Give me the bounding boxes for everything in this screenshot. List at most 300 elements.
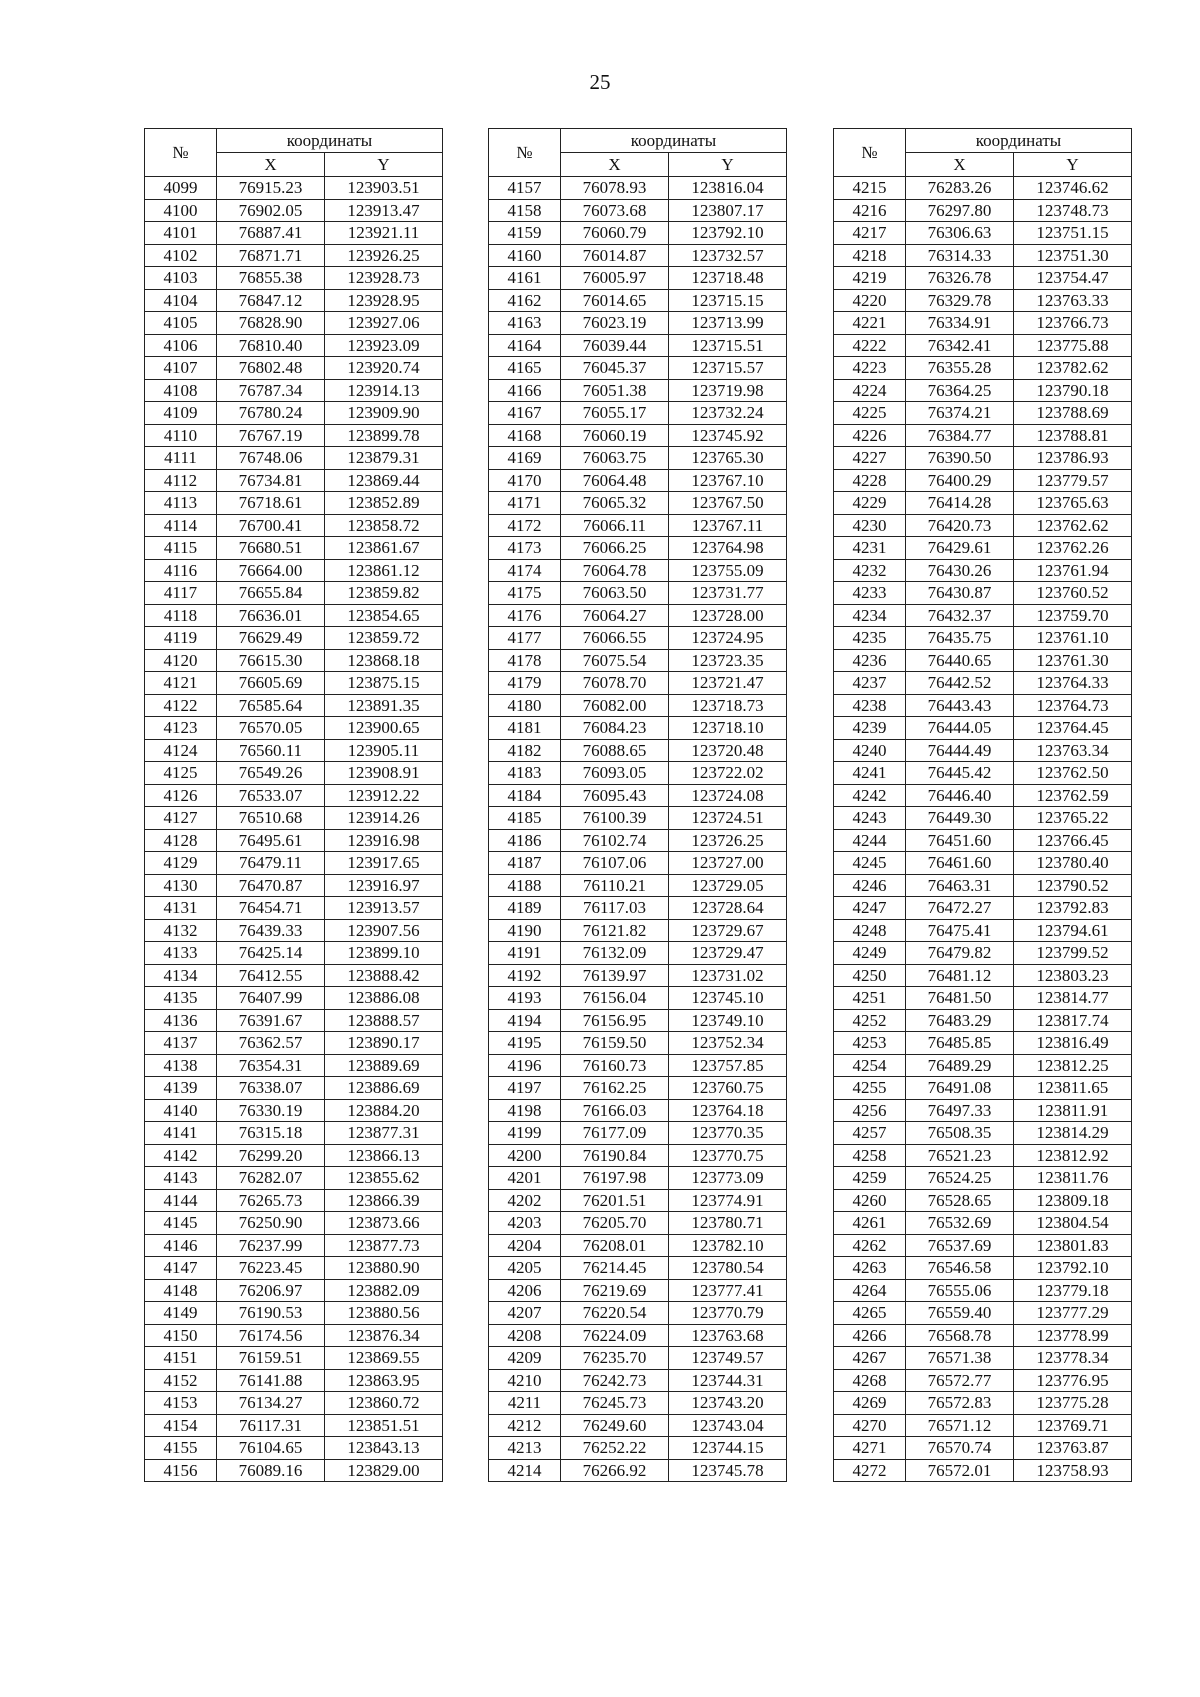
point-number: 4185: [489, 807, 561, 830]
point-number: 4109: [145, 402, 217, 425]
table-row: [489, 1392, 787, 1415]
coord-x: 76089.16: [217, 1459, 325, 1482]
coord-y: 123814.29: [1014, 1122, 1132, 1145]
coord-y: 123713.99: [669, 312, 787, 335]
point-number: 4102: [145, 244, 217, 267]
coord-x: 76174.56: [217, 1324, 325, 1347]
coord-y: 123744.31: [669, 1369, 787, 1392]
coord-y: 123715.57: [669, 357, 787, 380]
table-row: [834, 289, 1132, 312]
coord-x: 76023.19: [561, 312, 669, 335]
coord-y: 123817.74: [1014, 1009, 1132, 1032]
coord-x: 76810.40: [217, 334, 325, 357]
point-number: 4175: [489, 582, 561, 605]
coord-x: 76102.74: [561, 829, 669, 852]
table-row: [834, 1324, 1132, 1347]
table-row: [489, 604, 787, 627]
coord-y: 123928.73: [325, 267, 443, 290]
coord-y: 123877.31: [325, 1122, 443, 1145]
coord-y: 123816.04: [669, 177, 787, 200]
coord-x: 76400.29: [906, 469, 1014, 492]
table-row: [489, 312, 787, 335]
table-row: [145, 1009, 443, 1032]
point-number: 4156: [145, 1459, 217, 1482]
coord-x: 76390.50: [906, 447, 1014, 470]
coord-x: 76430.87: [906, 582, 1014, 605]
coord-y: 123749.57: [669, 1347, 787, 1370]
table-row: [834, 424, 1132, 447]
coord-x: 76249.60: [561, 1414, 669, 1437]
point-number: 4260: [834, 1189, 906, 1212]
coord-y: 123763.33: [1014, 289, 1132, 312]
point-number: 4226: [834, 424, 906, 447]
coord-y: 123745.92: [669, 424, 787, 447]
coord-y: 123745.10: [669, 987, 787, 1010]
coord-x: 76629.49: [217, 627, 325, 650]
table-row: [145, 492, 443, 515]
coord-x: 76570.05: [217, 717, 325, 740]
table-row: [145, 469, 443, 492]
point-number: 4259: [834, 1167, 906, 1190]
coord-x: 76064.78: [561, 559, 669, 582]
table-row: [145, 1279, 443, 1302]
coord-x: 76093.05: [561, 762, 669, 785]
coord-y: 123763.34: [1014, 739, 1132, 762]
coord-y: 123779.57: [1014, 469, 1132, 492]
point-number: 4127: [145, 807, 217, 830]
coord-y: 123761.30: [1014, 649, 1132, 672]
table-row: [834, 627, 1132, 650]
coord-x: 76362.57: [217, 1032, 325, 1055]
point-number: 4111: [145, 447, 217, 470]
coord-x: 76159.50: [561, 1032, 669, 1055]
coord-y: 123792.10: [669, 222, 787, 245]
coord-y: 123764.98: [669, 537, 787, 560]
point-number: 4272: [834, 1459, 906, 1482]
coord-y: 123777.41: [669, 1279, 787, 1302]
coord-x: 76718.61: [217, 492, 325, 515]
table-row: [489, 1099, 787, 1122]
point-number: 4165: [489, 357, 561, 380]
table-row: [489, 1009, 787, 1032]
coord-y: 123720.48: [669, 739, 787, 762]
table-row: [834, 312, 1132, 335]
point-number: 4213: [489, 1437, 561, 1460]
point-number: 4200: [489, 1144, 561, 1167]
table-row: [489, 1122, 787, 1145]
point-number: 4105: [145, 312, 217, 335]
coord-x: 76443.43: [906, 694, 1014, 717]
table-row: [489, 469, 787, 492]
coord-x: 76220.54: [561, 1302, 669, 1325]
coord-x: 76214.45: [561, 1257, 669, 1280]
coord-x: 76208.01: [561, 1234, 669, 1257]
coord-y: 123724.95: [669, 627, 787, 650]
point-number: 4220: [834, 289, 906, 312]
table-row: [489, 1279, 787, 1302]
coord-y: 123751.30: [1014, 244, 1132, 267]
table-row: [145, 1167, 443, 1190]
coordinates-table-3: [833, 128, 1132, 1482]
point-number: 4162: [489, 289, 561, 312]
coord-y: 123726.25: [669, 829, 787, 852]
point-number: 4145: [145, 1212, 217, 1235]
coord-x: 76485.85: [906, 1032, 1014, 1055]
point-number: 4262: [834, 1234, 906, 1257]
coord-y: 123861.12: [325, 559, 443, 582]
coord-x: 76412.55: [217, 964, 325, 987]
table-row: [834, 1234, 1132, 1257]
point-number: 4199: [489, 1122, 561, 1145]
point-number: 4116: [145, 559, 217, 582]
coord-x: 76078.70: [561, 672, 669, 695]
table-row: [834, 537, 1132, 560]
coord-y: 123914.26: [325, 807, 443, 830]
table-row: [834, 1279, 1132, 1302]
coord-y: 123766.45: [1014, 829, 1132, 852]
table-row: [489, 1189, 787, 1212]
coord-y: 123715.15: [669, 289, 787, 312]
table-row: [145, 942, 443, 965]
coord-x: 76489.29: [906, 1054, 1014, 1077]
table-row: [834, 402, 1132, 425]
coord-y: 123852.89: [325, 492, 443, 515]
point-number: 4223: [834, 357, 906, 380]
coord-y: 123886.69: [325, 1077, 443, 1100]
coord-x: 76299.20: [217, 1144, 325, 1167]
coord-x: 76104.65: [217, 1437, 325, 1460]
table-row: [145, 717, 443, 740]
point-number: 4218: [834, 244, 906, 267]
table-row: [145, 199, 443, 222]
table-row: [834, 357, 1132, 380]
coord-x: 76064.48: [561, 469, 669, 492]
table-row: [489, 492, 787, 515]
coord-y: 123762.26: [1014, 537, 1132, 560]
coord-y: 123812.25: [1014, 1054, 1132, 1077]
point-number: 4130: [145, 874, 217, 897]
table-row: [145, 1144, 443, 1167]
coord-y: 123927.06: [325, 312, 443, 335]
coord-y: 123719.98: [669, 379, 787, 402]
coord-y: 123731.77: [669, 582, 787, 605]
point-number: 4230: [834, 514, 906, 537]
coord-y: 123755.09: [669, 559, 787, 582]
coord-x: 76680.51: [217, 537, 325, 560]
table-row: [834, 1392, 1132, 1415]
coord-x: 76156.95: [561, 1009, 669, 1032]
table-row: [489, 1437, 787, 1460]
coord-y: 123916.98: [325, 829, 443, 852]
coord-x: 76432.37: [906, 604, 1014, 627]
point-number: 4205: [489, 1257, 561, 1280]
coord-x: 76470.87: [217, 874, 325, 897]
coord-x: 76160.73: [561, 1054, 669, 1077]
header-num: №: [145, 129, 217, 177]
coord-y: 123761.10: [1014, 627, 1132, 650]
coord-y: 123799.52: [1014, 942, 1132, 965]
coord-x: 76479.11: [217, 852, 325, 875]
coord-y: 123913.47: [325, 199, 443, 222]
coord-y: 123855.62: [325, 1167, 443, 1190]
coord-x: 76084.23: [561, 717, 669, 740]
coord-y: 123764.33: [1014, 672, 1132, 695]
point-number: 4106: [145, 334, 217, 357]
coord-y: 123811.65: [1014, 1077, 1132, 1100]
point-number: 4152: [145, 1369, 217, 1392]
coord-x: 76107.06: [561, 852, 669, 875]
point-number: 4139: [145, 1077, 217, 1100]
point-number: 4255: [834, 1077, 906, 1100]
table-row: [834, 919, 1132, 942]
point-number: 4229: [834, 492, 906, 515]
point-number: 4188: [489, 874, 561, 897]
header-x: X: [561, 153, 669, 177]
header-x: X: [217, 153, 325, 177]
coord-y: 123863.95: [325, 1369, 443, 1392]
point-number: 4132: [145, 919, 217, 942]
coord-x: 76338.07: [217, 1077, 325, 1100]
coord-x: 76461.60: [906, 852, 1014, 875]
coord-x: 76282.07: [217, 1167, 325, 1190]
coord-y: 123790.18: [1014, 379, 1132, 402]
coord-y: 123792.10: [1014, 1257, 1132, 1280]
coord-x: 76177.09: [561, 1122, 669, 1145]
point-number: 4126: [145, 784, 217, 807]
point-number: 4261: [834, 1212, 906, 1235]
table-row: [834, 604, 1132, 627]
coord-y: 123732.57: [669, 244, 787, 267]
table-row: [145, 1414, 443, 1437]
table-row: [489, 514, 787, 537]
point-number: 4159: [489, 222, 561, 245]
coord-y: 123762.50: [1014, 762, 1132, 785]
coord-y: 123920.74: [325, 357, 443, 380]
point-number: 4271: [834, 1437, 906, 1460]
table-row: [145, 1189, 443, 1212]
coord-y: 123876.34: [325, 1324, 443, 1347]
coord-y: 123761.94: [1014, 559, 1132, 582]
coord-y: 123776.95: [1014, 1369, 1132, 1392]
table-row: [145, 919, 443, 942]
table-row: [489, 1167, 787, 1190]
coord-x: 76435.75: [906, 627, 1014, 650]
coord-x: 76075.54: [561, 649, 669, 672]
table-row: [145, 1324, 443, 1347]
table-row: [489, 829, 787, 852]
coord-x: 76014.87: [561, 244, 669, 267]
table-row: [834, 1369, 1132, 1392]
point-number: 4163: [489, 312, 561, 335]
point-number: 4258: [834, 1144, 906, 1167]
coord-x: 76329.78: [906, 289, 1014, 312]
point-number: 4203: [489, 1212, 561, 1235]
coord-y: 123889.69: [325, 1054, 443, 1077]
point-number: 4266: [834, 1324, 906, 1347]
coord-y: 123792.83: [1014, 897, 1132, 920]
coord-x: 76444.05: [906, 717, 1014, 740]
coord-x: 76463.31: [906, 874, 1014, 897]
point-number: 4268: [834, 1369, 906, 1392]
coord-y: 123757.85: [669, 1054, 787, 1077]
coord-x: 76237.99: [217, 1234, 325, 1257]
table-row: [834, 762, 1132, 785]
header-coords: координаты: [561, 129, 787, 153]
point-number: 4146: [145, 1234, 217, 1257]
coord-x: 76242.73: [561, 1369, 669, 1392]
table-row: [489, 222, 787, 245]
point-number: 4240: [834, 739, 906, 762]
coord-y: 123758.93: [1014, 1459, 1132, 1482]
coord-x: 76871.71: [217, 244, 325, 267]
coord-x: 76206.97: [217, 1279, 325, 1302]
coord-y: 123729.47: [669, 942, 787, 965]
point-number: 4148: [145, 1279, 217, 1302]
point-number: 4207: [489, 1302, 561, 1325]
coord-y: 123774.91: [669, 1189, 787, 1212]
coord-x: 76475.41: [906, 919, 1014, 942]
coord-x: 76828.90: [217, 312, 325, 335]
coord-x: 76585.64: [217, 694, 325, 717]
coord-x: 76472.27: [906, 897, 1014, 920]
table-row: [145, 694, 443, 717]
coord-x: 76528.65: [906, 1189, 1014, 1212]
page-number: 25: [589, 70, 611, 94]
coord-y: 123728.00: [669, 604, 787, 627]
coord-x: 76039.44: [561, 334, 669, 357]
point-number: 4147: [145, 1257, 217, 1280]
coord-y: 123718.73: [669, 694, 787, 717]
point-number: 4133: [145, 942, 217, 965]
coord-y: 123801.83: [1014, 1234, 1132, 1257]
coord-y: 123770.35: [669, 1122, 787, 1145]
coord-x: 76546.58: [906, 1257, 1014, 1280]
coord-x: 76364.25: [906, 379, 1014, 402]
table-row: [145, 964, 443, 987]
coord-y: 123754.47: [1014, 267, 1132, 290]
point-number: 4208: [489, 1324, 561, 1347]
table-row: [145, 334, 443, 357]
coord-x: 76334.91: [906, 312, 1014, 335]
table-row: [145, 1099, 443, 1122]
point-number: 4178: [489, 649, 561, 672]
coord-y: 123851.51: [325, 1414, 443, 1437]
coord-x: 76700.41: [217, 514, 325, 537]
coord-y: 123843.13: [325, 1437, 443, 1460]
coord-y: 123794.61: [1014, 919, 1132, 942]
coord-y: 123879.31: [325, 447, 443, 470]
table-row: [834, 559, 1132, 582]
coord-y: 123886.08: [325, 987, 443, 1010]
point-number: 4137: [145, 1032, 217, 1055]
coord-x: 76407.99: [217, 987, 325, 1010]
coord-y: 123891.35: [325, 694, 443, 717]
table-row: [489, 334, 787, 357]
table-row: [834, 514, 1132, 537]
coord-y: 123765.22: [1014, 807, 1132, 830]
coord-y: 123721.47: [669, 672, 787, 695]
coord-y: 123812.92: [1014, 1144, 1132, 1167]
coord-x: 76141.88: [217, 1369, 325, 1392]
point-number: 4121: [145, 672, 217, 695]
point-number: 4123: [145, 717, 217, 740]
point-number: 4190: [489, 919, 561, 942]
table-row: [145, 244, 443, 267]
coord-y: 123762.59: [1014, 784, 1132, 807]
header-coords: координаты: [906, 129, 1132, 153]
coord-x: 76330.19: [217, 1099, 325, 1122]
point-number: 4237: [834, 672, 906, 695]
coord-y: 123811.76: [1014, 1167, 1132, 1190]
coord-x: 76297.80: [906, 199, 1014, 222]
table-row: [489, 762, 787, 785]
coord-x: 76374.21: [906, 402, 1014, 425]
table-row: [489, 852, 787, 875]
table-row: [489, 897, 787, 920]
point-number: 4194: [489, 1009, 561, 1032]
point-number: 4173: [489, 537, 561, 560]
point-number: 4198: [489, 1099, 561, 1122]
point-number: 4135: [145, 987, 217, 1010]
table-row: [834, 807, 1132, 830]
coord-y: 123890.17: [325, 1032, 443, 1055]
table-row: [834, 942, 1132, 965]
coord-y: 123884.20: [325, 1099, 443, 1122]
coord-y: 123923.09: [325, 334, 443, 357]
table-row: [834, 1122, 1132, 1145]
point-number: 4251: [834, 987, 906, 1010]
coord-y: 123814.77: [1014, 987, 1132, 1010]
point-number: 4171: [489, 492, 561, 515]
coord-x: 76063.75: [561, 447, 669, 470]
point-number: 4263: [834, 1257, 906, 1280]
coord-x: 76055.17: [561, 402, 669, 425]
coord-y: 123914.13: [325, 379, 443, 402]
table-row: [489, 672, 787, 695]
table-row: [489, 199, 787, 222]
table-row: [834, 649, 1132, 672]
table-row: [834, 739, 1132, 762]
point-number: 4153: [145, 1392, 217, 1415]
point-number: 4141: [145, 1122, 217, 1145]
coord-y: 123869.44: [325, 469, 443, 492]
coord-x: 76219.69: [561, 1279, 669, 1302]
table-row: [834, 1167, 1132, 1190]
table-row: [489, 1414, 787, 1437]
coord-y: 123917.65: [325, 852, 443, 875]
point-number: 4099: [145, 177, 217, 200]
coord-x: 76440.65: [906, 649, 1014, 672]
coord-y: 123765.30: [669, 447, 787, 470]
coord-y: 123888.42: [325, 964, 443, 987]
coord-y: 123905.11: [325, 739, 443, 762]
coord-y: 123779.18: [1014, 1279, 1132, 1302]
table-row: [834, 1212, 1132, 1235]
point-number: 4150: [145, 1324, 217, 1347]
table-body: [145, 177, 443, 1482]
point-number: 4164: [489, 334, 561, 357]
table-row: [145, 1077, 443, 1100]
coord-x: 76855.38: [217, 267, 325, 290]
table-row: [489, 1324, 787, 1347]
point-number: 4108: [145, 379, 217, 402]
coord-x: 76060.79: [561, 222, 669, 245]
table-row: [834, 1347, 1132, 1370]
coord-x: 76391.67: [217, 1009, 325, 1032]
coord-y: 123731.02: [669, 964, 787, 987]
coord-y: 123861.67: [325, 537, 443, 560]
point-number: 4257: [834, 1122, 906, 1145]
